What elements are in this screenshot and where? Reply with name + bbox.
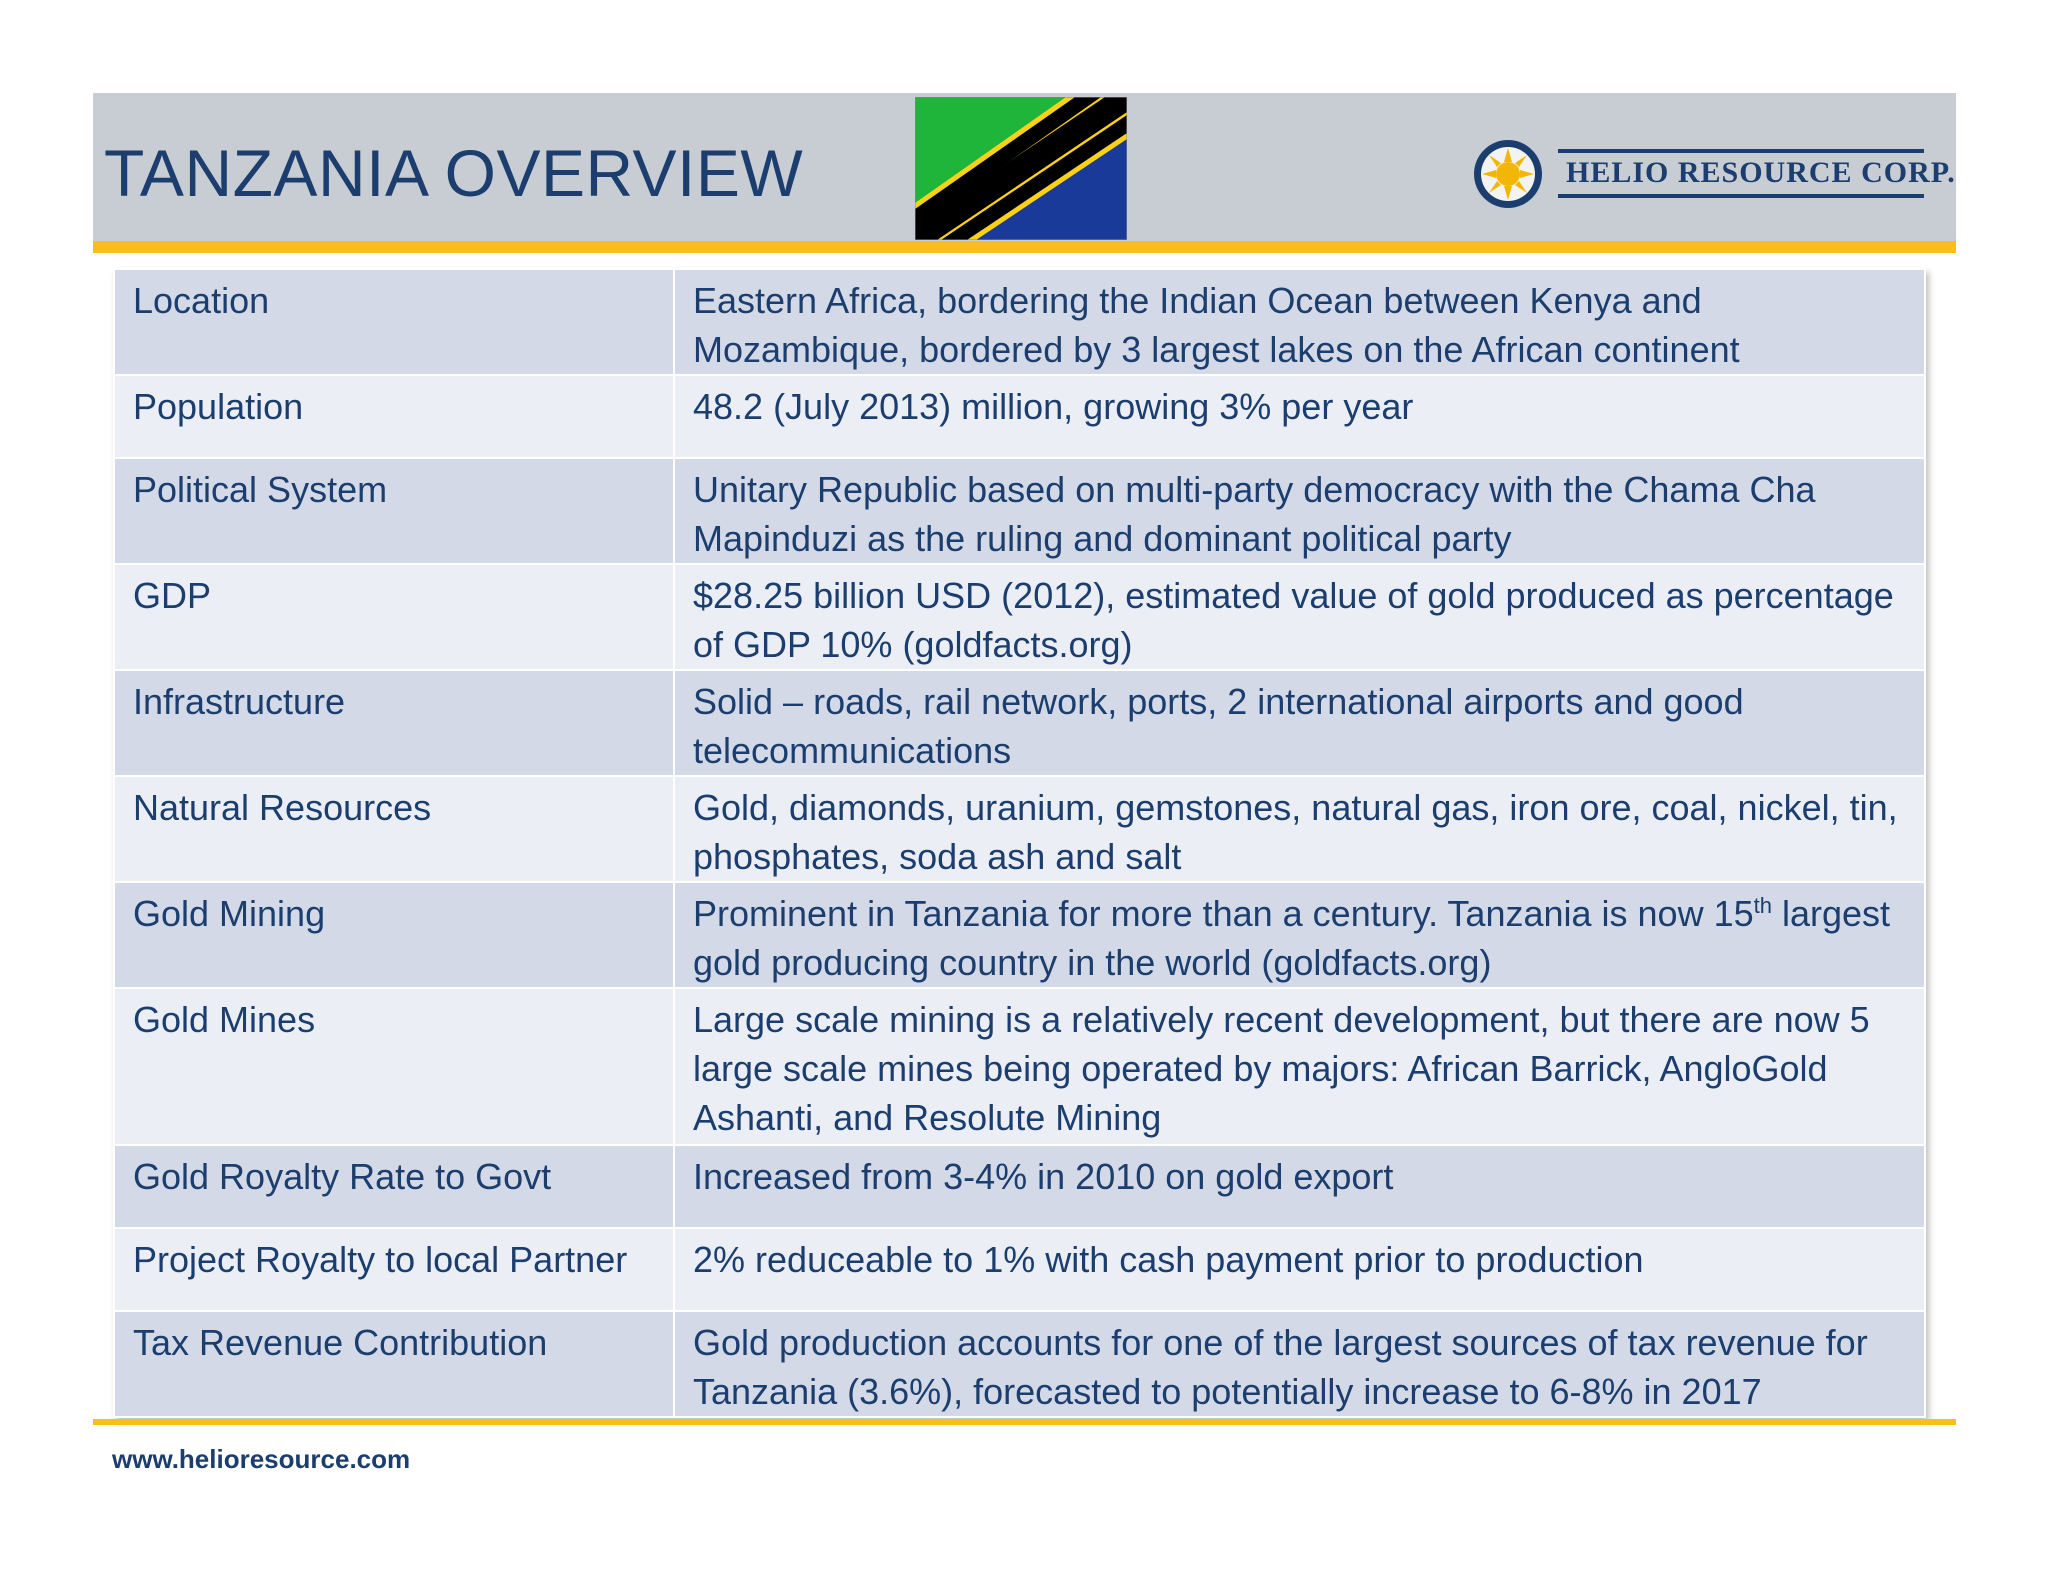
tanzania-flag-icon [915, 97, 1127, 240]
sun-emblem-icon [1472, 138, 1544, 210]
table-row [114, 988, 1925, 1145]
table-row [114, 882, 1925, 988]
table-row [114, 1228, 1925, 1311]
row-label: Location [114, 269, 674, 375]
row-label: Political System [114, 458, 674, 564]
header-divider [93, 241, 1956, 253]
row-value-text: largest gold producing country in the world (goldfacts.org) [693, 893, 1891, 983]
row-value: Eastern Africa, bordering the Indian Ocean between Kenya and Mozambique, bordered by 3 largest lakes on the African continent [674, 269, 1925, 375]
overview-table [113, 268, 1926, 1418]
row-value: Unitary Republic based on multi-party democracy with the Chama Cha Mapinduzi as the ruling and dominant political party [674, 458, 1925, 564]
table-row [114, 458, 1925, 564]
row-label: Population [114, 375, 674, 458]
page-title: TANZANIA OVERVIEW [104, 136, 804, 210]
table-row [114, 375, 1925, 458]
row-label: Natural Resources [114, 776, 674, 882]
row-label: Infrastructure [114, 670, 674, 776]
ordinal-suffix: th [1753, 893, 1772, 918]
row-label: Tax Revenue Contribution [114, 1311, 674, 1417]
footer-website-link[interactable]: www.helioresource.com [112, 1444, 411, 1474]
table-row [114, 670, 1925, 776]
row-value-text: Prominent in Tanzania for more than a century. Tanzania is now 15 [693, 893, 1754, 934]
company-logo-text: HELIO RESOURCE CORP. [1566, 156, 1956, 189]
table-row [114, 776, 1925, 882]
row-value: Gold, diamonds, uranium, gemstones, natural gas, iron ore, coal, nickel, tin, phosphates, soda ash and salt [674, 776, 1925, 882]
row-label: Gold Royalty Rate to Govt [114, 1145, 674, 1228]
row-value: $28.25 billion USD (2012), estimated value of gold produced as percentage of GDP 10% (goldfacts.org) [674, 564, 1925, 670]
row-value: 48.2 (July 2013) million, growing 3% per year [674, 375, 1925, 458]
row-label: Gold Mining [114, 882, 674, 988]
row-value: 2% reduceable to 1% with cash payment prior to production [674, 1228, 1925, 1311]
row-label: Project Royalty to local Partner [114, 1228, 674, 1311]
table-row [114, 1311, 1925, 1417]
logo-rule-top [1558, 149, 1924, 153]
row-value: Solid – roads, rail network, ports, 2 international airports and good telecommunications [674, 670, 1925, 776]
table-row [114, 564, 1925, 670]
row-label: GDP [114, 564, 674, 670]
row-value: Gold production accounts for one of the largest sources of tax revenue for Tanzania (3.6%), forecasted to potentially increase to 6-8% in 2017 [674, 1311, 1925, 1417]
table-row [114, 1145, 1925, 1228]
footer-divider [93, 1419, 1956, 1425]
row-value: Large scale mining is a relatively recent development, but there are now 5 large scale mines being operated by majors: African Barrick, AngloGold Ashanti, and Resolute Mining [674, 988, 1925, 1145]
table-row [114, 269, 1925, 375]
row-value [674, 882, 1925, 988]
logo-rule-bottom [1558, 194, 1924, 198]
row-label: Gold Mines [114, 988, 674, 1145]
row-value: Increased from 3-4% in 2010 on gold export [674, 1145, 1925, 1228]
